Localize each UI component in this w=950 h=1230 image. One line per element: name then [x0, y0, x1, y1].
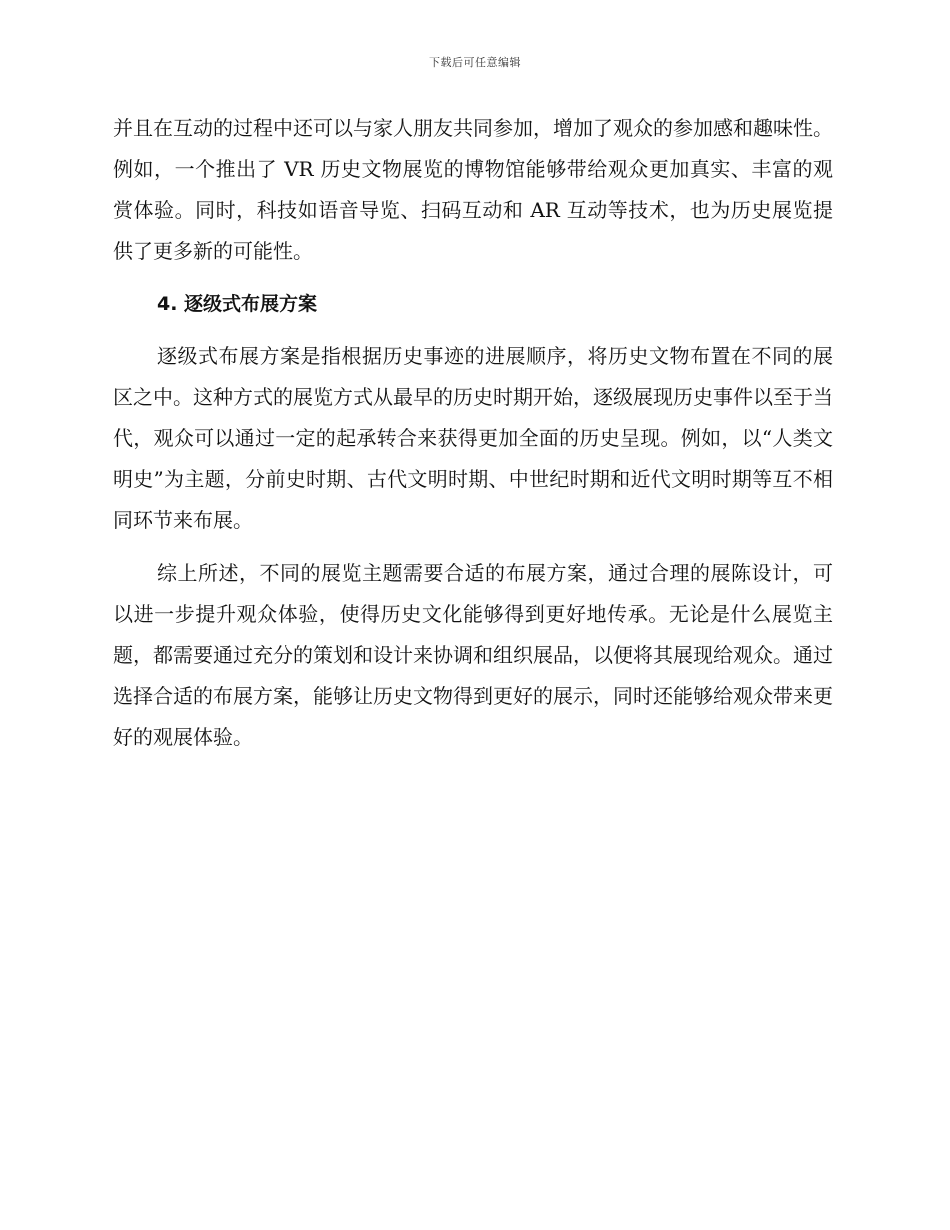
paragraph-conclusion: 综上所述，不同的展览主题需要合适的布展方案，通过合理的展陈设计，可以进一步提升观众体验，使得历史文化能够得到更好地传承。无论是什么展览主题，都需要通过充分的策划和设计来协调和组织展品，以便将其展现给观众。通过选择合适的布展方案，能够让历史文物得到更好的展示，同时还能够给观众带来更好的观展体验。 — [113, 561, 833, 749]
paragraph-tiered-layout: 逐级式布展方案是指根据历史事迹的进展顺序，将历史文物布置在不同的展区之中。这种方式的展览方式从最早的历史时期开始，逐级展现历史事件以至于当代，观众可以通过一定的起承转合来获得更加全面的历史呈现。例如，以“人类文明史”为主题，分前史时期、古代文明时期、中世纪时期和近代文明时期等互不相同环节来布展。 — [113, 344, 833, 532]
document-body — [113, 108, 833, 758]
paragraph-spacer — [113, 541, 833, 553]
paragraph-vr-interaction: 并且在互动的过程中还可以与家人朋友共同参加，增加了观众的参加感和趣味性。例如，一个推出了 VR 历史文物展览的博物馆能够带给观众更加真实、丰富的观赏体验。同时，科技如语音导览、扫码互动和 AR 互动等技术，也为历史展览提供了更多新的可能性。 — [113, 116, 833, 263]
section-heading-tiered-layout: 4. 逐级式布展方案 — [157, 293, 318, 315]
page-header: 下载后可任意编辑 — [429, 56, 521, 69]
